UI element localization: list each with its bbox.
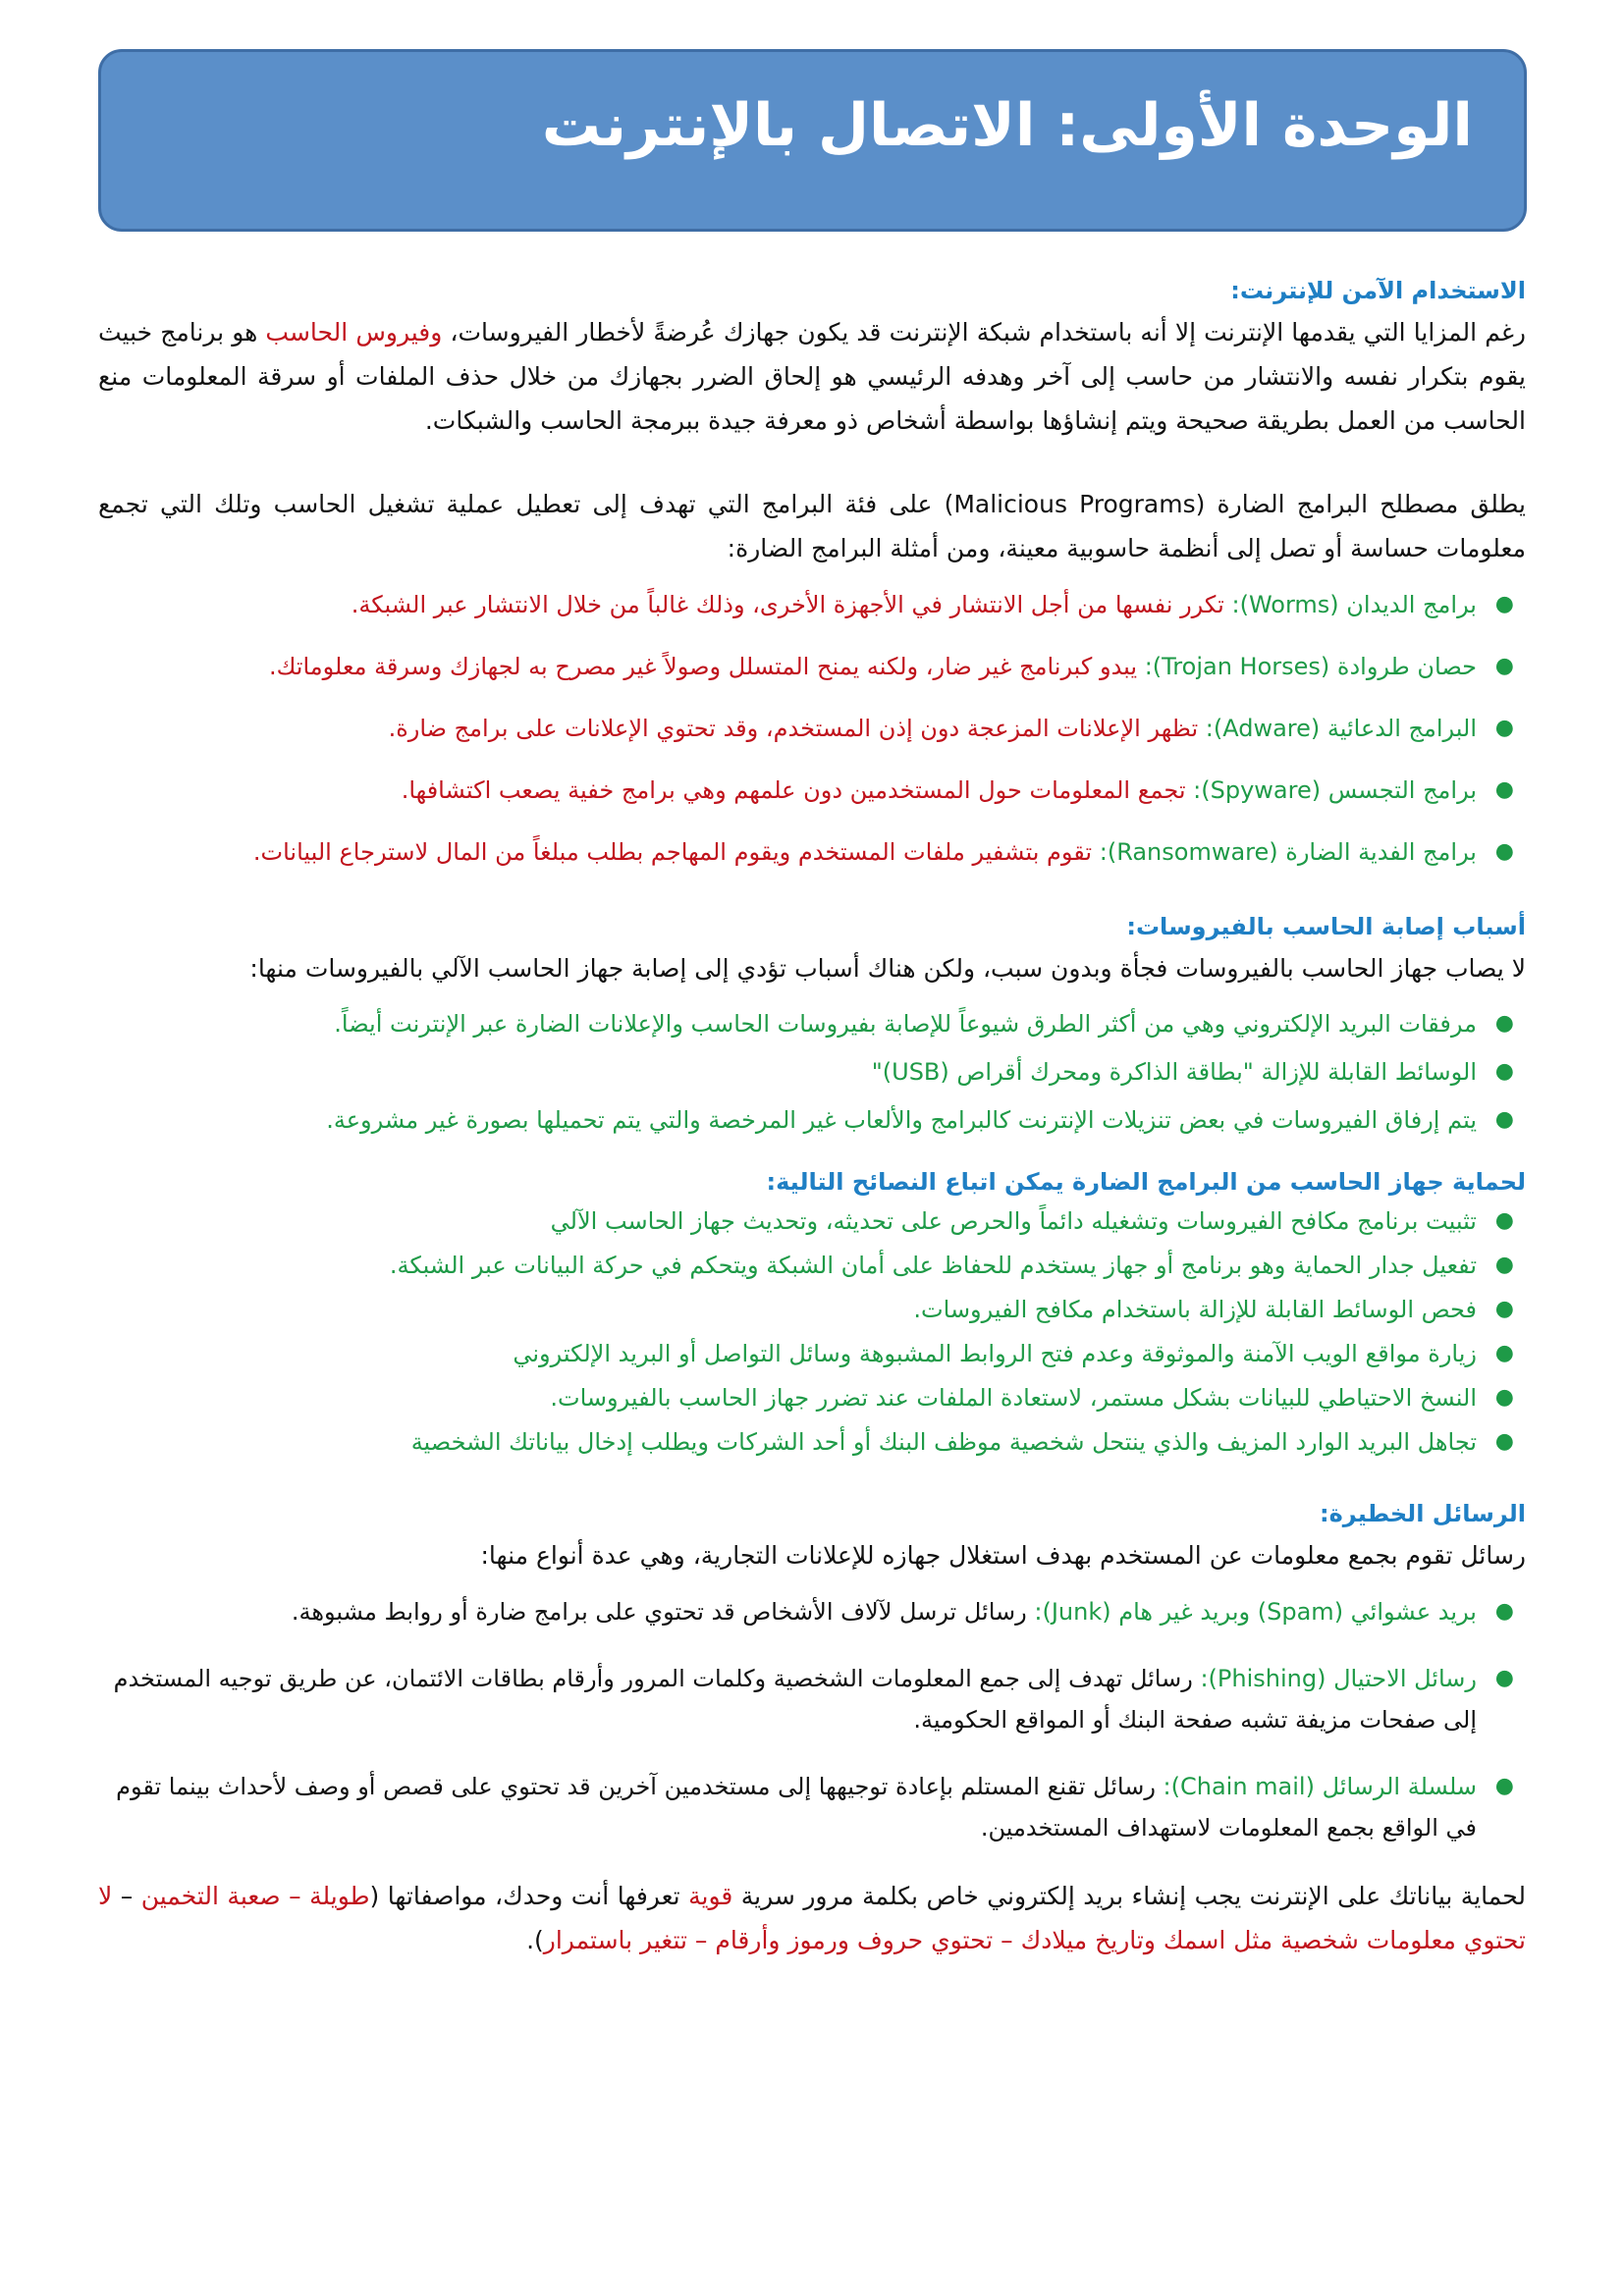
malware-list bbox=[98, 584, 1526, 873]
list-item: ● تثبيت برنامج مكافح الفيروسات وتشغيله دائماً والحرص على تحديثه، وتحديث جهاز الحاسب الآلي bbox=[98, 1201, 1526, 1241]
list-item: ● برامج الفدية الضارة (Ransomware): تقوم بتشفير ملفات المستخدم ويقوم المهاجم بطلب مبلغاً من المال لاسترجاع البيانات. bbox=[98, 831, 1526, 873]
bullet-icon: ● bbox=[1494, 1341, 1514, 1365]
causes-heading: أسباب إصابة الحاسب بالفيروسات: bbox=[1126, 913, 1526, 940]
causes-intro: لا يصاب جهاز الحاسب بالفيروسات فجأة وبدون سبب، ولكن هناك أسباب تؤدي إلى إصابة جهاز الحاسب الآلي بالفيروسات منها: bbox=[249, 954, 1526, 983]
list-item: ● حصان طروادة (Trojan Horses): يبدو كبرنامج غير ضار، ولكنه يمنح المتسلل وصولاً غير مصرح به لجهازك وسرقة معلوماتك. bbox=[98, 646, 1526, 687]
messages-list bbox=[98, 1591, 1526, 1848]
list-item: ● رسائل الاحتيال (Phishing): رسائل تهدف إلى جمع المعلومات الشخصية وكلمات المرور وأرقام بطاقات الائتمان، عن طريق توجيه المستخدم إلى صفحات مزيفة تشبه صفحة البنك أو المواقع الحكومية. bbox=[98, 1658, 1526, 1740]
virus-term: وفيروس الحاسب bbox=[265, 318, 443, 347]
password-paragraph: لحماية بياناتك على الإنترنت يجب إنشاء بريد إلكتروني خاص بكلمة مرور سرية قوية تعرفها أنت وحدك، مواصفاتها (طويلة – صعبة التخمين – لا تحتوي معلومات شخصية مثل اسمك وتاريخ ميلادك – تحتوي حروف ورموز وأرقام – تتغير باستمرار). bbox=[98, 1882, 1526, 1954]
list-item: ● برامج الديدان (Worms): تكرر نفسها من أجل الانتشار في الأجهزة الأخرى، وذلك غالباً من خلال الانتشار عبر الشبكة. bbox=[98, 584, 1526, 625]
bullet-icon: ● bbox=[1494, 1385, 1514, 1410]
list-item: ● البرامج الدعائية (Adware): تظهر الإعلانات المزعجة دون إذن المستخدم، وقد تحتوي الإعلانات على برامج ضارة. bbox=[98, 708, 1526, 749]
list-item: ● تفعيل جدار الحماية وهو برنامج أو جهاز يستخدم للحفاظ على أمان الشبكة ويتحكم في حركة البيانات عبر الشبكة. bbox=[98, 1246, 1526, 1285]
bullet-icon: ● bbox=[1494, 1208, 1514, 1233]
list-item: ● مرفقات البريد الإلكتروني وهي من أكثر الطرق شيوعاً للإصابة بفيروسات الحاسب والإعلانات الضارة عبر الإنترنت أيضاً. bbox=[98, 1004, 1526, 1043]
list-item: ● بريد عشوائي (Spam) وبريد غير هام (Junk): رسائل ترسل لآلاف الأشخاص قد تحتوي على برامج ضارة أو روابط مشبوهة. bbox=[98, 1591, 1526, 1632]
bullet-icon: ● bbox=[1494, 654, 1514, 678]
bullet-icon: ● bbox=[1494, 1253, 1514, 1277]
bullet-icon: ● bbox=[1494, 1011, 1514, 1036]
bullet-icon: ● bbox=[1494, 592, 1514, 616]
list-item: ● يتم إرفاق الفيروسات في بعض تنزيلات الإنترنت كالبرامج والألعاب غير المرخصة والتي يتم تحميلها بصورة غير مشروعة. bbox=[98, 1100, 1526, 1140]
unit-title-banner bbox=[98, 49, 1527, 232]
list-item: ● سلسلة الرسائل (Chain mail): رسائل تقنع المستلم بإعادة توجيهها إلى مستخدمين آخرين قد تحتوي على قصص أو وصف لأحداث بينما تقوم في الواقع بجمع المعلومات لاستهداف المستخدمين. bbox=[98, 1766, 1526, 1848]
document-body bbox=[98, 271, 1526, 1962]
unit-title: الوحدة الأولى: الاتصال بالإنترنت bbox=[541, 91, 1473, 160]
list-item: ● فحص الوسائط القابلة للإزالة باستخدام مكافح الفيروسات. bbox=[98, 1290, 1526, 1329]
safe-use-heading: الاستخدام الآمن للإنترنت: bbox=[1230, 277, 1526, 304]
bullet-icon: ● bbox=[1494, 1666, 1514, 1690]
virus-definition-paragraph: رغم المزايا التي يقدمها الإنترنت إلا أنه باستخدام شبكة الإنترنت قد يكون جهازك عُرضةً لأخطار الفيروسات، وفيروس الحاسب هو برنامج خبيث يقوم بتكرار نفسه والانتشار من حاسب إلى آخر وهدفه الرئيسي هو إلحاق الضرر بجهازك من خلال حذف الملفات أو سرقة المعلومات منع الحاسب من العمل بطريقة صحيحة ويتم إنشاؤها بواسطة أشخاص ذو معرفة جيدة ببرمجة الحاسب والشبكات. bbox=[98, 318, 1526, 435]
bullet-icon: ● bbox=[1494, 1059, 1514, 1084]
bullet-icon: ● bbox=[1494, 1107, 1514, 1132]
bullet-icon: ● bbox=[1494, 1774, 1514, 1798]
bullet-icon: ● bbox=[1494, 839, 1514, 864]
bullet-icon: ● bbox=[1494, 1599, 1514, 1624]
list-item: ● زيارة مواقع الويب الآمنة والموثوقة وعدم فتح الروابط المشبوهة وسائل التواصل أو البريد الإلكتروني bbox=[98, 1334, 1526, 1373]
strong-term: قوية bbox=[688, 1882, 733, 1910]
malware-intro-paragraph: يطلق مصطلح البرامج الضارة (Malicious Programs) على فئة البرامج التي تهدف إلى تعطيل عملية تشغيل الحاسب وتلك التي تجمع معلومات حساسة أو تصل إلى أنظمة حاسوبية معينة، ومن أمثلة البرامج الضارة: bbox=[98, 490, 1527, 562]
protection-tips-list bbox=[98, 1201, 1526, 1462]
messages-intro: رسائل تقوم بجمع معلومات عن المستخدم بهدف استغلال جهازه للإعلانات التجارية، وهي عدة أنواع منها: bbox=[480, 1541, 1526, 1570]
bullet-icon: ● bbox=[1494, 1297, 1514, 1321]
bullet-icon: ● bbox=[1494, 716, 1514, 740]
list-item: ● الوسائط القابلة للإزالة "بطاقة الذاكرة ومحرك أقراص (USB)" bbox=[98, 1052, 1526, 1092]
causes-list bbox=[98, 1004, 1526, 1140]
bullet-icon: ● bbox=[1494, 1429, 1514, 1454]
list-item: ● برامج التجسس (Spyware): تجمع المعلومات حول المستخدمين دون علمهم وهي برامج خفية يصعب اكتشافها. bbox=[98, 770, 1526, 811]
list-item: ● النسخ الاحتياطي للبيانات بشكل مستمر، لاستعادة الملفات عند تضرر جهاز الحاسب بالفيروسات. bbox=[98, 1378, 1526, 1417]
bullet-icon: ● bbox=[1494, 777, 1514, 802]
dangerous-messages-heading: الرسائل الخطيرة: bbox=[1320, 1500, 1526, 1527]
list-item: ● تجاهل البريد الوارد المزيف والذي ينتحل شخصية موظف البنك أو أحد الشركات ويطلب إدخال بياناتك الشخصية bbox=[98, 1422, 1526, 1462]
protection-heading: لحماية جهاز الحاسب من البرامج الضارة يمكن اتباع النصائح التالية: bbox=[766, 1168, 1526, 1196]
